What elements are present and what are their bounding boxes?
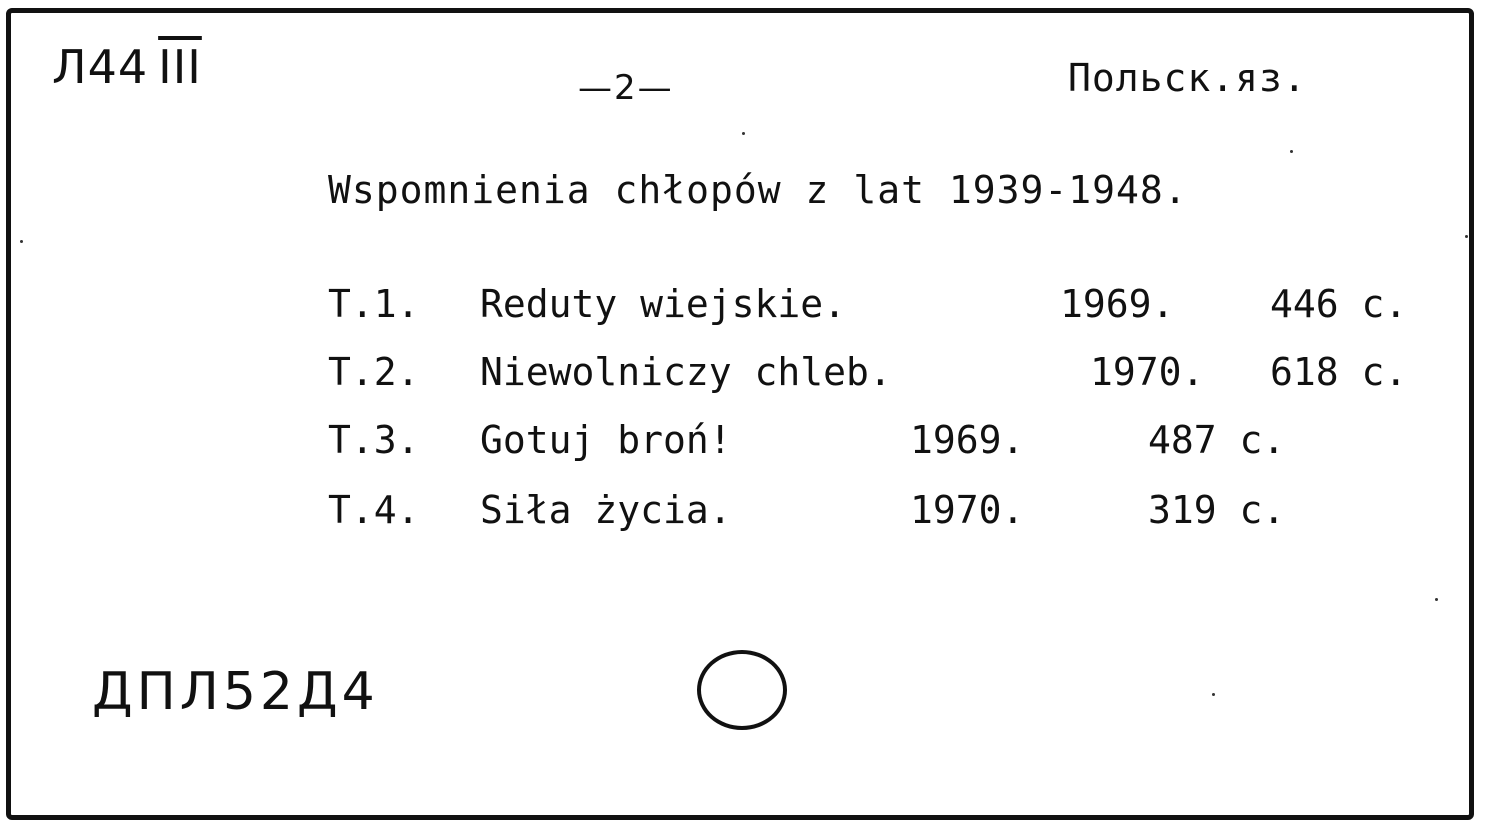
- volume-title: Niewolniczy chleb.: [480, 350, 892, 394]
- speck: [1290, 150, 1293, 153]
- volume-pages: 446 c.: [1270, 282, 1408, 326]
- volume-year: 1970.: [1090, 350, 1205, 394]
- volume-title: Gotuj broń!: [480, 418, 732, 462]
- speck: [1465, 235, 1468, 238]
- card-number: —2—: [578, 68, 674, 108]
- volume-row: [318, 488, 1286, 538]
- speck: [1212, 693, 1215, 696]
- speck: [20, 240, 23, 243]
- speck: [1435, 598, 1438, 601]
- volume-label: T.2.: [328, 350, 420, 394]
- volume-row: [318, 282, 1408, 332]
- language-label: Польск.яз.: [1068, 56, 1307, 100]
- volume-year: 1969.: [910, 418, 1025, 462]
- volume-title: Siła życia.: [480, 488, 732, 532]
- volume-pages: 319 c.: [1148, 488, 1286, 532]
- book-title: Wspomnienia chłopów z lat 1939-1948.: [328, 168, 1188, 212]
- volume-label: T.1.: [328, 282, 420, 326]
- volume-year: 1969.: [1060, 282, 1175, 326]
- volume-pages: 618 c.: [1270, 350, 1408, 394]
- shelf-mark: [52, 40, 202, 94]
- volume-pages: 487 c.: [1148, 418, 1286, 462]
- shelf-mark-roman: $\overline{III}$: [158, 40, 202, 94]
- volume-row: [318, 350, 1408, 400]
- volume-row: [318, 418, 1286, 468]
- volume-title: Reduty wiejskie.: [480, 282, 847, 326]
- circle-stamp-icon: [697, 650, 787, 730]
- volume-year: 1970.: [910, 488, 1025, 532]
- shelf-mark-code: Л44: [52, 40, 149, 94]
- volume-label: T.3.: [328, 418, 420, 462]
- volume-label: T.4.: [328, 488, 420, 532]
- inventory-number: ДПЛ52Д4: [92, 662, 379, 722]
- speck: [742, 132, 745, 135]
